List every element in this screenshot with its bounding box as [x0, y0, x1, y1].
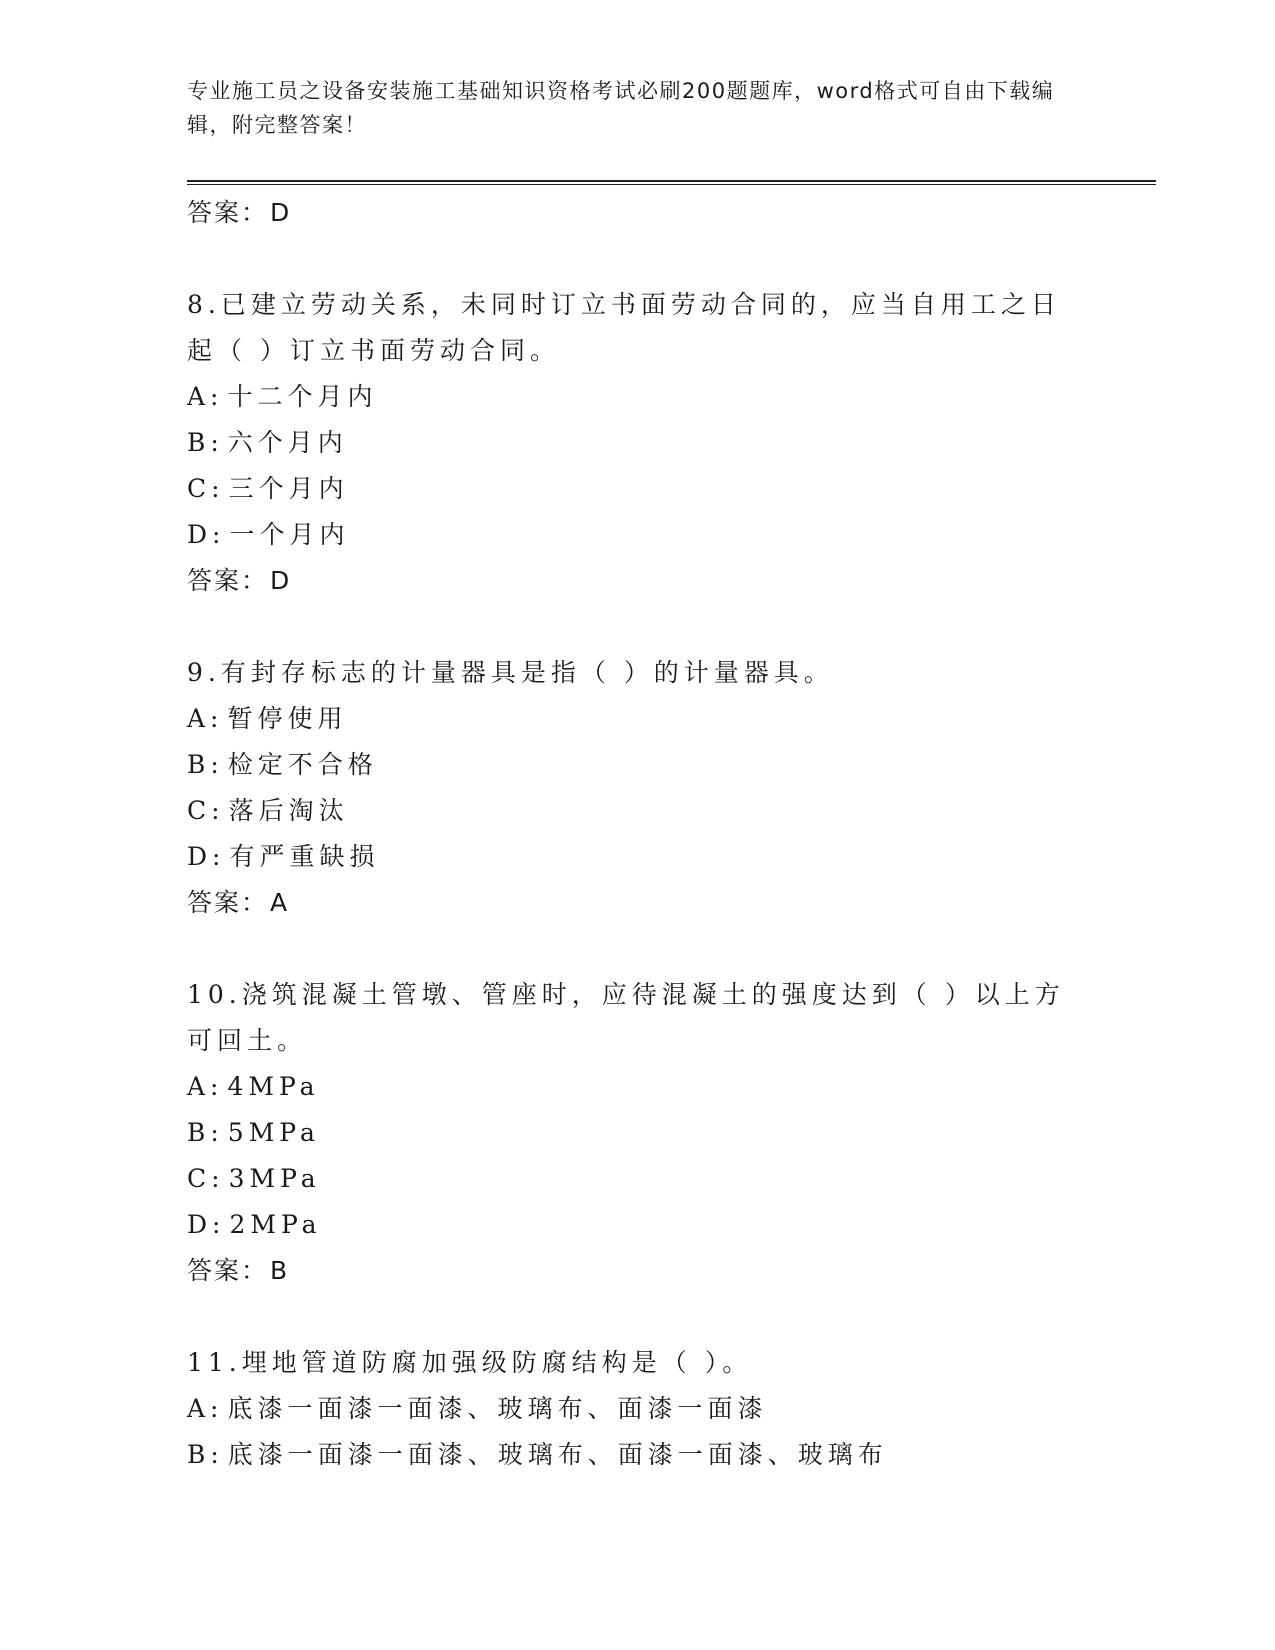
option-b — [187, 1432, 1087, 1478]
option-text: 三个月内 — [228, 474, 349, 503]
option-text: 5MPa — [227, 1118, 320, 1147]
option-letter: C: — [187, 1164, 225, 1193]
option-letter: A: — [187, 1072, 224, 1101]
option-letter: B: — [187, 1440, 224, 1469]
answer-value: D — [270, 566, 292, 595]
option-letter: C: — [187, 796, 225, 825]
option-text: 2MPa — [229, 1210, 322, 1239]
option-text: 有严重缺损 — [229, 842, 380, 871]
option-letter: A: — [187, 1394, 224, 1423]
option-c — [187, 788, 1087, 834]
spacer — [187, 236, 1087, 282]
option-c — [187, 1156, 1087, 1202]
question-text: 9.有封存标志的计量器具是指（ ）的计量器具。 — [187, 658, 834, 687]
option-text: 底漆一面漆一面漆、玻璃布、面漆一面漆 — [227, 1394, 768, 1423]
answer-label: 答案： — [187, 888, 269, 917]
option-text: 检定不合格 — [227, 750, 378, 779]
option-text: 六个月内 — [227, 428, 348, 457]
option-text: 3MPa — [228, 1164, 321, 1193]
option-b — [187, 742, 1087, 788]
option-d — [187, 1202, 1087, 1248]
option-d — [187, 834, 1087, 880]
option-a — [187, 374, 1087, 420]
option-letter: B: — [187, 1118, 224, 1147]
option-text: 4MPa — [227, 1072, 320, 1101]
option-letter: B: — [187, 428, 224, 457]
option-a — [187, 696, 1087, 742]
answer-line — [187, 880, 1087, 926]
header-rule-thick — [187, 180, 1156, 182]
option-text: 十二个月内 — [227, 382, 378, 411]
option-text: 落后淘汰 — [228, 796, 349, 825]
option-letter: A: — [187, 382, 224, 411]
question-text: 10.浇筑混凝土管墩、管座时，应待混凝土的强度达到（ ）以上方可回土。 — [187, 980, 1065, 1055]
option-letter: D: — [187, 1210, 226, 1239]
question-list — [187, 190, 1087, 1478]
option-letter: C: — [187, 474, 225, 503]
answer-label: 答案： — [187, 198, 269, 227]
answer-value: D — [270, 198, 292, 227]
option-letter: A: — [187, 704, 224, 733]
answer-label: 答案： — [187, 1256, 269, 1285]
option-letter: B: — [187, 750, 224, 779]
option-b — [187, 1110, 1087, 1156]
option-text: 一个月内 — [229, 520, 350, 549]
spacer — [187, 926, 1087, 972]
spacer — [187, 1294, 1087, 1340]
option-b — [187, 420, 1087, 466]
answer-line — [187, 1248, 1087, 1294]
header-rule-thin — [187, 184, 1156, 185]
document-header: 专业施工员之设备安装施工基础知识资格考试必刷200题题库，word格式可自由下载编辑，附完整答案！ — [187, 79, 1055, 137]
question-text: 8.已建立劳动关系，未同时订立书面劳动合同的，应当自用工之日起（ ）订立书面劳动合同。 — [187, 290, 1061, 365]
option-d — [187, 512, 1087, 558]
answer-value: A — [270, 888, 290, 917]
option-a — [187, 1064, 1087, 1110]
question-text: 11.埋地管道防腐加强级防腐结构是（ ）。 — [187, 1348, 753, 1377]
answer-value: B — [270, 1256, 290, 1285]
option-text: 底漆一面漆一面漆、玻璃布、面漆一面漆、玻璃布 — [227, 1440, 888, 1469]
option-a — [187, 1386, 1087, 1432]
answer-line — [187, 558, 1087, 604]
option-letter: D: — [187, 842, 226, 871]
option-c — [187, 466, 1087, 512]
spacer — [187, 604, 1087, 650]
option-letter: D: — [187, 520, 226, 549]
answer-label: 答案： — [187, 566, 269, 595]
option-text: 暂停使用 — [227, 704, 348, 733]
answer-line — [187, 190, 1087, 236]
